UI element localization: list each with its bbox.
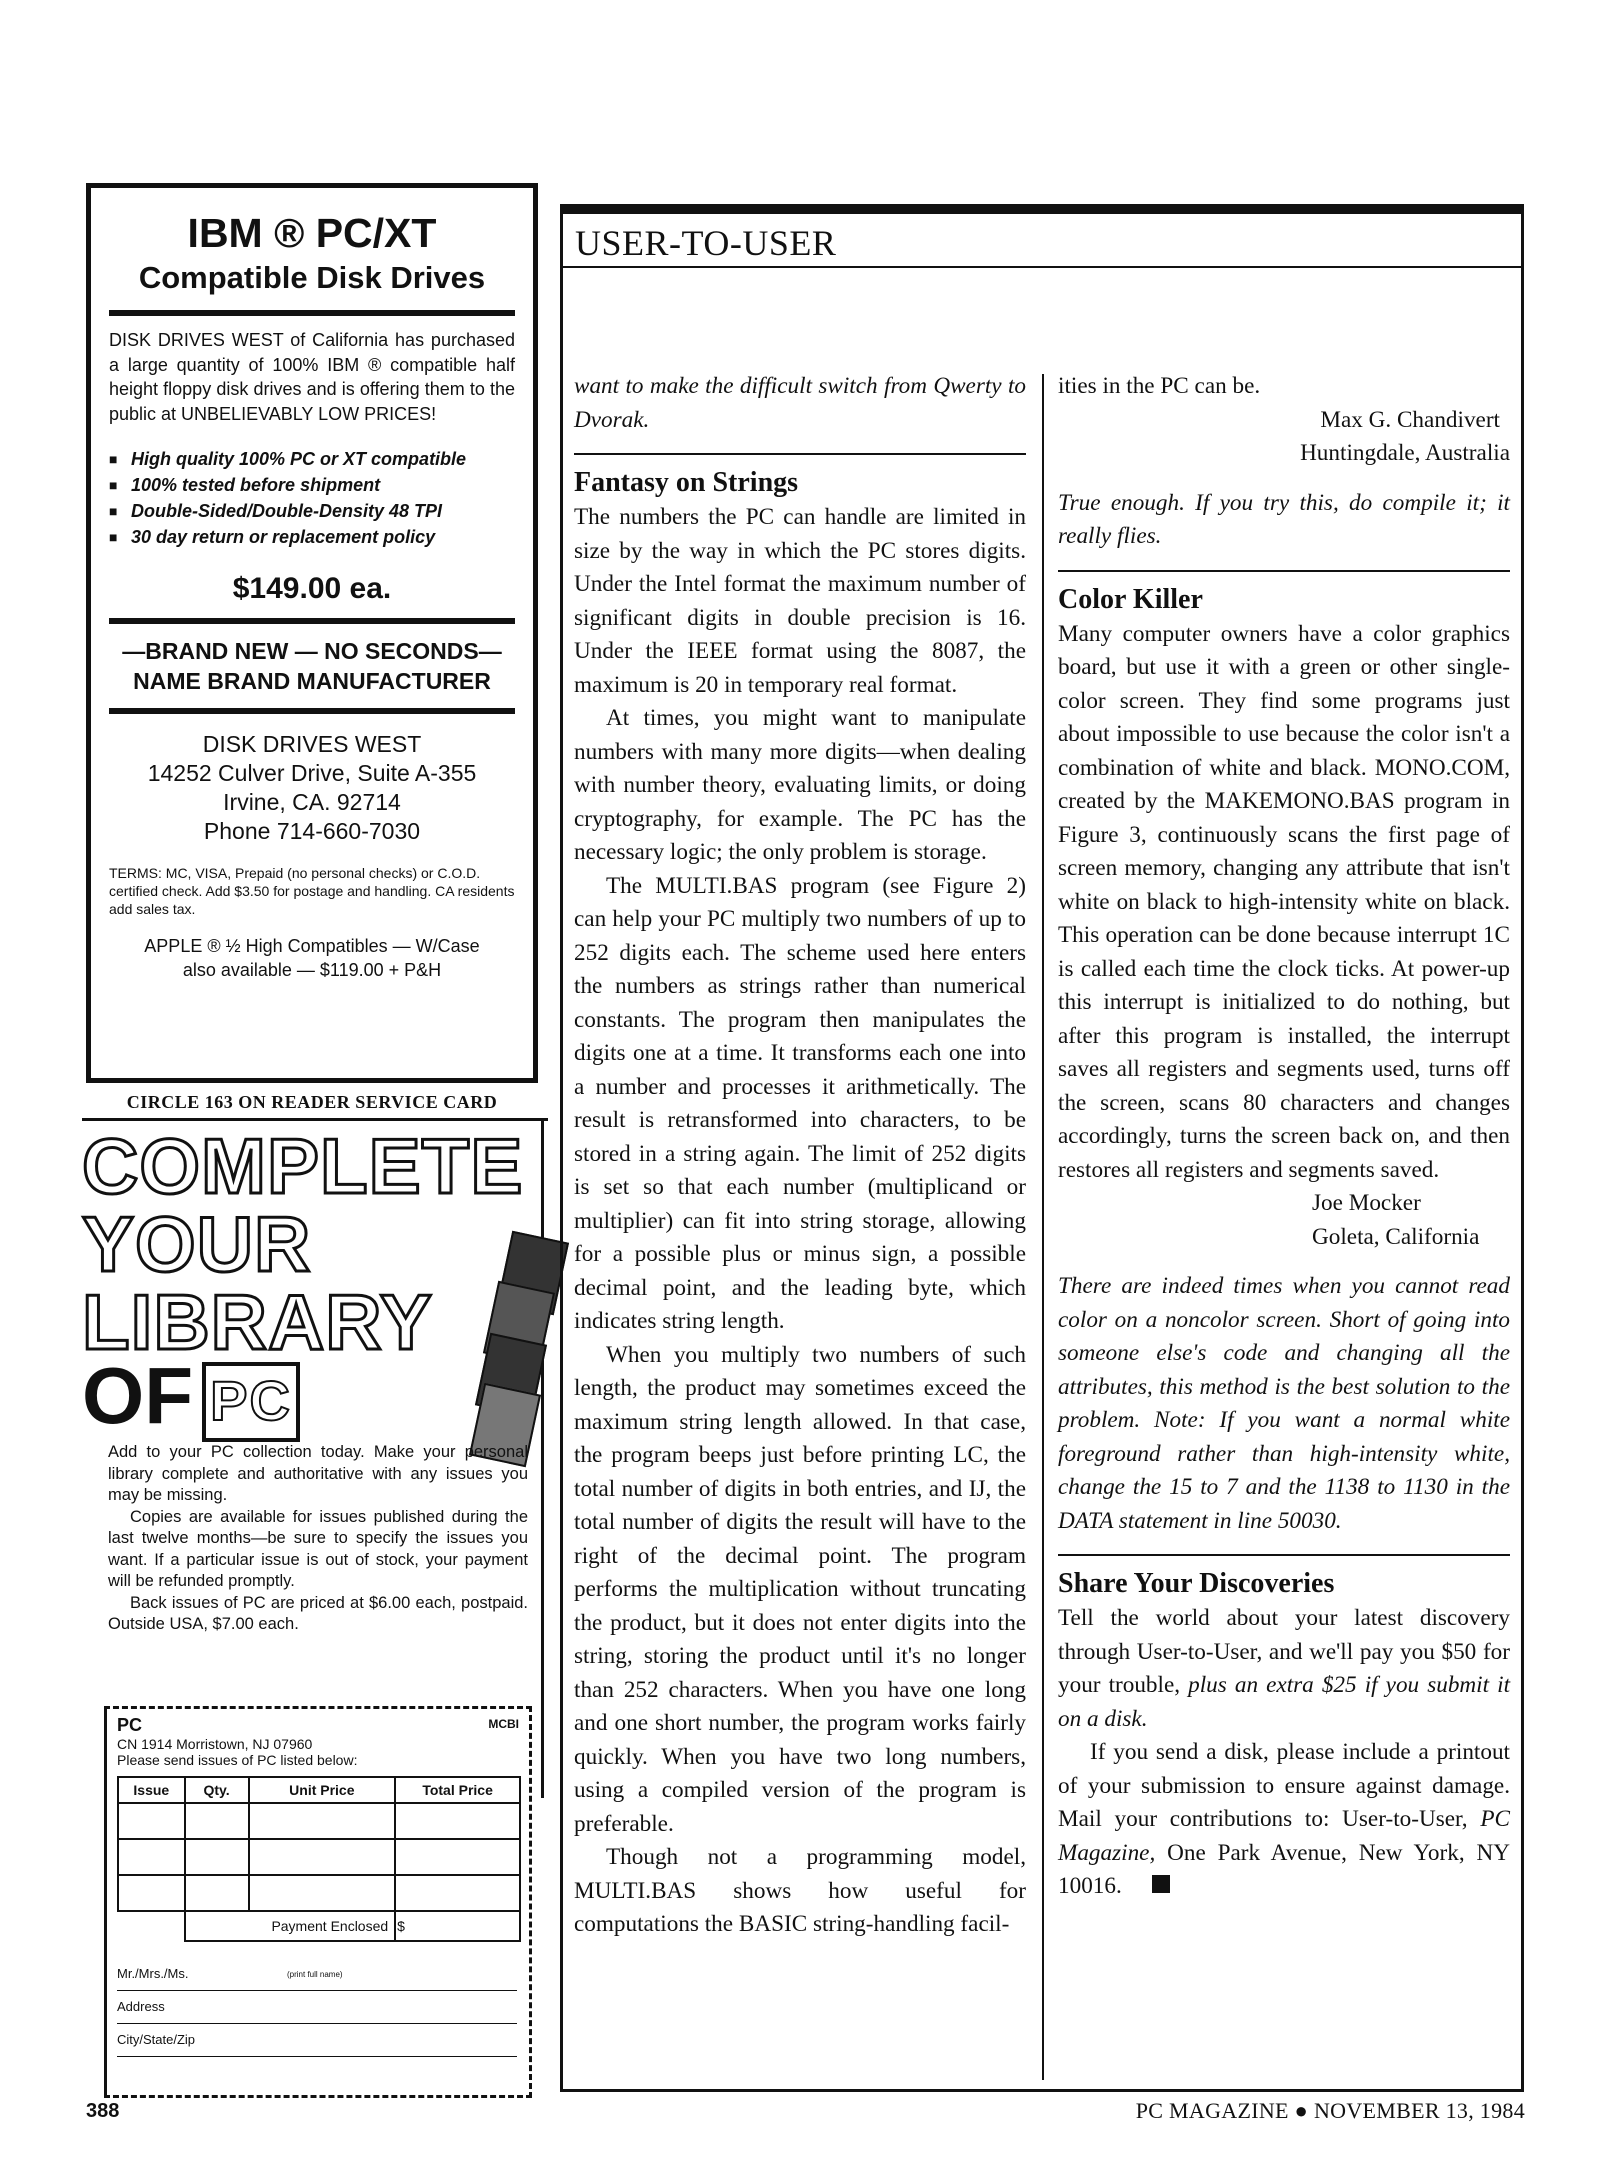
ad-frame xyxy=(82,1118,548,1121)
column-header: Issue xyxy=(118,1777,185,1803)
column-header: Unit Price xyxy=(249,1777,396,1803)
cell[interactable] xyxy=(118,1803,185,1839)
price: $149.00 ea. xyxy=(232,572,392,605)
blank-cell xyxy=(118,1911,185,1941)
order-table xyxy=(117,1776,521,1942)
table-row xyxy=(118,1803,520,1839)
feature-item: ■ 100% tested before shipment xyxy=(109,472,515,498)
author-place: Goleta, California xyxy=(1312,1223,1480,1250)
payment-label: Payment Enclosed xyxy=(185,1911,396,1941)
city: Irvine, CA. 92714 xyxy=(223,789,401,815)
name-field[interactable] xyxy=(117,1958,517,1991)
street: 14252 Culver Drive, Suite A-355 xyxy=(147,760,477,786)
library-ad xyxy=(82,1118,548,2098)
address-field[interactable] xyxy=(117,1991,517,2024)
brand-line-1: —BRAND NEW — NO SECONDS— xyxy=(122,638,502,664)
feature-item: ■ 30 day return or replacement policy xyxy=(109,524,515,550)
city-field[interactable] xyxy=(117,2024,517,2057)
end-mark-icon xyxy=(1152,1875,1170,1893)
company-name: DISK DRIVES WEST xyxy=(202,731,422,757)
ad-paragraph: Copies are available for issues published during the last twelve months—be sure to specify the issues you want. If a particular issue is out of stock, your payment will be refunded promptly. xyxy=(108,1507,528,1590)
brand-line xyxy=(109,636,515,696)
table-row xyxy=(118,1875,520,1911)
divider xyxy=(1058,1554,1510,1556)
continued-text: ities in the PC can be. xyxy=(1058,373,1261,399)
cell[interactable] xyxy=(118,1875,185,1911)
cell[interactable] xyxy=(118,1839,185,1875)
apple-line-2: also available — $119.00 + P&H xyxy=(182,960,442,980)
order-coupon xyxy=(104,1706,532,2098)
cell[interactable] xyxy=(185,1875,249,1911)
emphasis: plus an extra $25 if you submit it on a disk. xyxy=(1058,1672,1511,1732)
text: One Park Avenue, New York, NY 10016. xyxy=(1058,1839,1510,1899)
paragraph: The numbers the PC can handle are limited in size by the way in which the PC stores digits. Under the Intel format the maximum number of significant digits in double precision is 16. Under the IEEE format using the 8087, the maximum is 20 in temporary real format. xyxy=(574,504,1026,698)
heading-fantasy-on-strings: Fantasy on Strings xyxy=(574,467,799,498)
cell[interactable] xyxy=(249,1839,396,1875)
apple-line-1: APPLE ® ½ High Compatibles — W/Case xyxy=(144,936,480,956)
editor-reply: True enough. If you try this, do compile it; it really flies. xyxy=(1058,489,1510,549)
article-column-2 xyxy=(1058,370,1510,1904)
name-label: Mr./Mrs./Ms. xyxy=(117,1966,189,1981)
cell[interactable] xyxy=(395,1803,520,1839)
paragraph xyxy=(1058,1736,1510,1904)
cell[interactable] xyxy=(395,1875,520,1911)
cell[interactable] xyxy=(249,1875,396,1911)
payment-row xyxy=(118,1911,520,1941)
page-number: 388 xyxy=(86,2100,120,2122)
coupon-code: MCBI xyxy=(488,1717,519,1731)
column-header: Total Price xyxy=(395,1777,520,1803)
pc-logo: PC xyxy=(202,1362,300,1442)
magazine-footer: PC MAGAZINE ● NOVEMBER 13, 1984 xyxy=(1135,2098,1525,2123)
section-bar xyxy=(560,204,1524,214)
customer-fields xyxy=(117,1958,519,2057)
ad-subtitle: Compatible Disk Drives xyxy=(138,260,486,295)
terms: TERMS: MC, VISA, Prepaid (no personal checks) or C.O.D. certified check. Add $3.50 for postage and handling. CA residents add sales tax. xyxy=(109,865,515,917)
paragraph: The MULTI.BAS program (see Figure 2) can help your PC multiply two numbers of up to 252 digits each. The scheme used here enters the numbers as strings rather than numerical constants. The program then manipulates the digits one at a time. It transforms each one into a number and processes it arithmetically. The result is retransformed into characters, to be stored in a string again. The limit of 252 digits is set so that each number (multiplicand or multiplier) can fit into string storage, allowing for a possible plus or minus sign, a possible decimal point, and the leading byte, which indicates string length. xyxy=(574,872,1026,1334)
coupon-address: CN 1914 Morristown, NJ 07960 xyxy=(117,1736,313,1752)
heading-share-your-discoveries: Share Your Discoveries xyxy=(1058,1568,1335,1599)
phone: Phone 714-660-7030 xyxy=(203,818,421,844)
feature-list xyxy=(109,446,515,550)
cell[interactable] xyxy=(185,1803,249,1839)
ad-paragraph: Back issues of PC are priced at $6.00 each, postpaid. Outside USA, $7.00 each. xyxy=(108,1593,528,1633)
table-row xyxy=(118,1839,520,1875)
cell[interactable] xyxy=(395,1839,520,1875)
ad-title: IBM ® PC/XT xyxy=(187,210,437,256)
spacer xyxy=(1058,1254,1510,1270)
address-label: Address xyxy=(117,1999,165,2014)
headline-word: LIBRARY xyxy=(82,1278,433,1366)
heading-color-killer: Color Killer xyxy=(1058,583,1203,615)
ad-paragraph: Add to your PC collection today. Make your personal library complete and authoritative with any issues you may be missing. xyxy=(108,1443,528,1504)
editor-reply: There are indeed times when you cannot read color on a noncolor screen. Short of going into someone else's code and changing all the attributes, this method is the best solution to the problem. Note: If you want a normal white foreground rather than high-intensity white, change the 15 to 7 and the 1138 to 1130 in the DATA statement in line 50030. xyxy=(1058,1273,1510,1534)
column-divider xyxy=(1042,374,1044,2080)
section-header xyxy=(563,214,1521,268)
ad-frame xyxy=(541,1118,544,1798)
headline-of: OF xyxy=(82,1351,194,1440)
paragraph: Though not a programming model, MULTI.BAS shows how useful for computations the BASIC string-handling facil- xyxy=(574,1844,1026,1937)
feature-item: ■ High quality 100% PC or XT compatible xyxy=(109,446,515,472)
headline-word: YOUR xyxy=(82,1200,312,1288)
paragraph xyxy=(1058,1602,1510,1736)
column-header: Qty. xyxy=(185,1777,249,1803)
ad-copy xyxy=(108,1442,528,1636)
divider xyxy=(1058,570,1510,572)
divider xyxy=(109,708,515,714)
apple-offer xyxy=(109,934,515,982)
text: Tell the world about your latest discovery through User-to-User, and we'll pay you $50 for your trouble, xyxy=(1058,1605,1510,1698)
magazine-stack-image xyxy=(482,1228,552,1458)
payment-amount[interactable]: $ xyxy=(395,1911,520,1941)
table-header xyxy=(118,1777,520,1803)
divider xyxy=(574,453,1026,455)
coupon-title: PC xyxy=(117,1715,143,1735)
cell[interactable] xyxy=(249,1803,396,1839)
article-column-1 xyxy=(574,370,1026,1942)
feature-item: ■ Double-Sided/Double-Density 48 TPI xyxy=(109,498,515,524)
text: If you send a disk, please include a printout of your submission to ensure against damage. Mail your contributions to: User-to-User, xyxy=(1058,1739,1510,1832)
disk-drives-ad xyxy=(86,183,538,1083)
author-name: Joe Mocker xyxy=(1312,1190,1421,1216)
divider xyxy=(109,618,515,624)
headline-word: COMPLETE xyxy=(82,1122,524,1210)
company-address xyxy=(109,730,515,846)
cell[interactable] xyxy=(185,1839,249,1875)
name-hint: (print full name) xyxy=(287,1970,343,1979)
author-place: Huntingdale, Australia xyxy=(1300,440,1510,466)
paragraph: When you multiply two numbers of such length, the product may sometimes exceed the maximum string length allowed. In that case, the program beeps just before printing LC, the total number of digits in both entries, and IJ, the total number of digits the result will have to the right of the decimal point. The program performs the multiplication without truncating the product, but it does not enter digits into the string, storing the product until it's no longer than 252 characters. When you have one long and one short number, the program works fairly quickly. When you have two long numbers, using a compiled version of the program is preferable. xyxy=(574,1341,1026,1837)
divider xyxy=(109,310,515,316)
paragraph: Many computer owners have a color graphics board, but use it with a green or other single-color screen. They find some programs just about impossible to use because the color isn't a combination of white and black. MONO.COM, created by the MAKEMONO.BAS program in Figure 3, continuously scans the first page of screen memory, changing any attribute that isn't white on black to high-intensity white on black. This operation can be done because interrupt 1C is called each time the clock ticks. At power-up this interrupt is initialized to do nothing, but after this program is installed, the interrupt saves all registers and segments used, turns off the screen, scans 80 characters and changes accordingly, turns the screen back on, and then restores all registers and segments saved. xyxy=(1058,620,1510,1183)
author-name: Max G. Chandivert xyxy=(1320,406,1500,433)
section-title: USER-TO-USER xyxy=(575,223,837,263)
ad-body: DISK DRIVES WEST of California has purchased a large quantity of 100% IBM ® compatible half height floppy disk drives and is offering them to the public at UNBELIEVABLY LOW PRICES! xyxy=(109,330,515,424)
intro-text: want to make the difficult switch from Qwerty to Dvorak. xyxy=(574,373,1026,433)
coupon-instruction: Please send issues of PC listed below: xyxy=(117,1752,358,1768)
paragraph: At times, you might want to manipulate numbers with many more digits—when dealing with number theory, evaluating limits, or doing cryptography, for example. The PC has the necessary logic; the only problem is storage. xyxy=(574,705,1026,865)
reader-service-line: CIRCLE 163 ON READER SERVICE CARD xyxy=(126,1092,498,1112)
spacer xyxy=(1058,471,1510,487)
city-label: City/State/Zip xyxy=(117,2032,196,2047)
brand-line-2: NAME BRAND MANUFACTURER xyxy=(133,668,491,694)
emphasis: PC Magazine, xyxy=(1058,1806,1511,1866)
